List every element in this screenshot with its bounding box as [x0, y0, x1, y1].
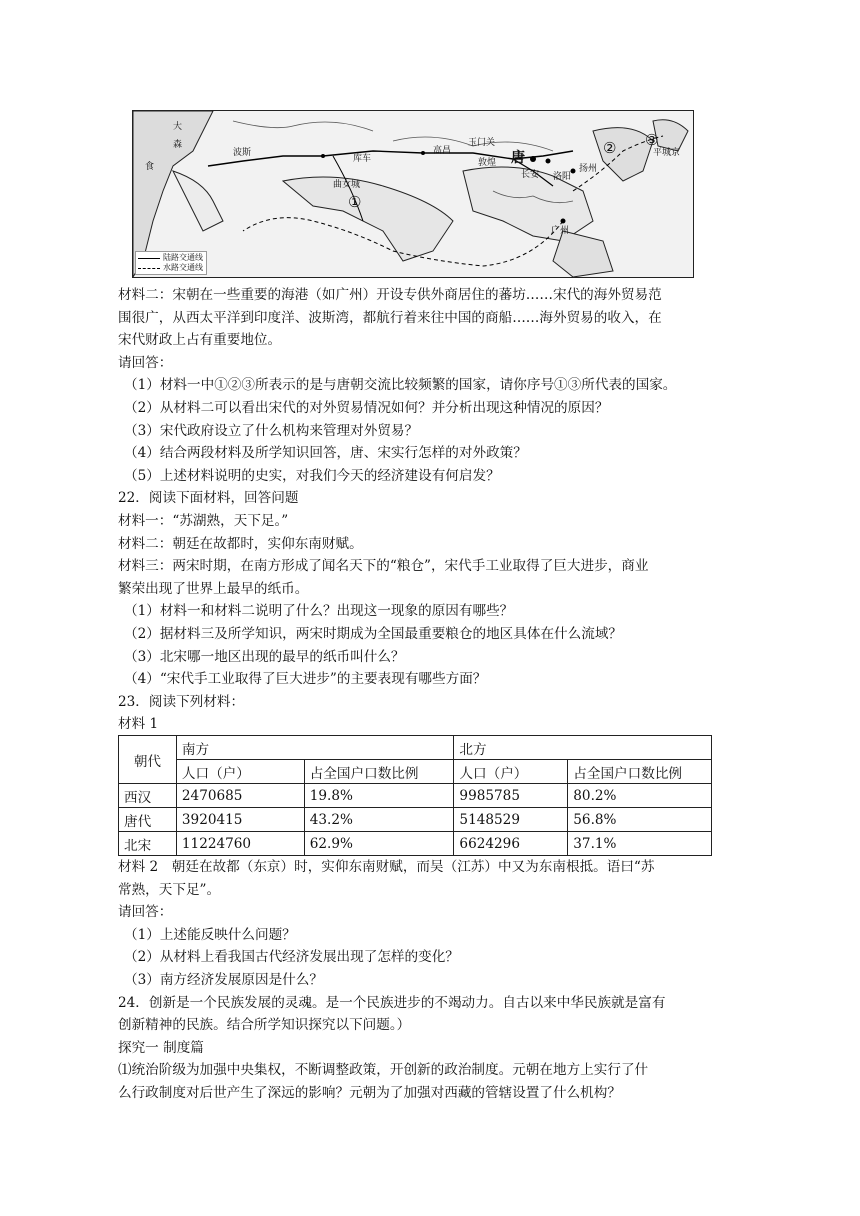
text-line: （5）上述材料说明的史实，对我们今天的经济建设有何启发？ [124, 467, 500, 484]
text-line: 24．创新是一个民族发展的灵魂。是一个民族进步的不竭动力。自古以来中华民族就是富有 [118, 994, 666, 1011]
tang-exchange-map [132, 110, 694, 278]
text-line: 宋代财政上占有重要地位。 [118, 332, 282, 349]
text-line: （2）从材料上看我国古代经济发展出现了怎样的变化？ [124, 949, 459, 966]
cell-south-ratio: 19.8% [304, 784, 454, 808]
question-text-block [118, 284, 738, 736]
table-subheader-row [119, 760, 712, 784]
text-line: 创新精神的民族。结合所学知识探究以下问题。） [118, 1017, 411, 1034]
cell-south-pop: 3920415 [176, 808, 304, 832]
text-line: （1）上述能反映什么问题？ [124, 926, 296, 943]
map-label-yumen: 玉门关 [468, 138, 496, 148]
text-line: 材料二：朝廷在故都时，实仰东南财赋。 [118, 535, 363, 552]
map-label-circle-2: ② [603, 139, 617, 157]
text-line: （4）“宋代手工业取得了巨大进步”的主要表现有哪些方面？ [124, 671, 487, 688]
header-dynasty: 朝代 [119, 736, 177, 784]
legend-sea [138, 263, 203, 273]
text-line: 材料三：两宋时期，在南方形成了闻名天下的“粮仓”，宋代手工业取得了巨大进步，商业 [118, 558, 649, 575]
text-line: （2）据材料三及所学知识，两宋时期成为全国最重要粮仓的地区具体在什么流域？ [124, 625, 623, 642]
map-drawing [133, 111, 693, 277]
header-south-pop: 人口（户） [176, 760, 304, 784]
map-label-dunhuang: 敦煌 [478, 158, 497, 168]
population-table [118, 735, 712, 856]
map-label-qunu: 曲女城 [333, 180, 361, 190]
cell-north-ratio: 80.2% [568, 784, 712, 808]
text-line: （2）从材料二可以看出宋代的对外贸易情况如何？并分析出现这种情况的原因？ [124, 399, 609, 416]
map-label-guangzhou: 广州 [551, 226, 570, 236]
text-line: 材料二：宋朝在一些重要的海港（如广州）开设专供外商居住的蕃坊……宋代的海外贸易范 [118, 287, 662, 303]
cell-dynasty: 唐代 [119, 808, 177, 832]
text-line: （3）宋代政府设立了什么机构来管理对外贸易？ [124, 422, 419, 439]
header-north-ratio: 占全国户口数比例 [568, 760, 712, 784]
header-north-pop: 人口（户） [454, 760, 568, 784]
map-label-circle-1: ① [348, 193, 362, 211]
cell-south-ratio: 43.2% [304, 808, 454, 832]
map-label-bosi: 波斯 [233, 148, 252, 158]
map-label-pingcheng: 平城京 [653, 148, 681, 158]
text-line: 请回答： [118, 904, 173, 921]
legend-solid-line [138, 258, 160, 259]
text-line: （3）北宋哪一地区出现的最早的纸币叫什么？ [124, 648, 405, 665]
cell-north-ratio: 56.8% [568, 808, 712, 832]
text-line: （1）材料一中①②③所表示的是与唐朝交流比较频繁的国家，请你序号①③所代表的国家。 [124, 377, 677, 394]
text-line: （1）材料一和材料二说明了什么？出现这一现象的原因有哪些？ [124, 603, 514, 620]
map-label-gaochang: 高昌 [433, 146, 452, 156]
map-label-kuqa: 库车 [353, 154, 372, 164]
table-header-row [119, 736, 712, 760]
text-line: 围很广，从西太平洋到印度洋、波斯湾，都航行着来往中国的商船……海外贸易的收入，在 [118, 309, 662, 326]
map-label-dashi: 大 [173, 122, 183, 132]
map-label-circle-3: ③ [645, 131, 659, 149]
text-line: 请回答： [118, 354, 173, 371]
cell-north-pop: 6624296 [454, 832, 568, 856]
cell-north-pop: 5148529 [454, 808, 568, 832]
cell-north-pop: 9985785 [454, 784, 568, 808]
table-row [119, 808, 712, 832]
header-south-ratio: 占全国户口数比例 [304, 760, 454, 784]
table-row [119, 832, 712, 856]
header-north: 北方 [454, 736, 712, 760]
text-line: 材料 1 [118, 716, 159, 733]
map-label-changan: 长安 [521, 170, 540, 180]
text-line: ⑴统治阶级为加强中央集权，不断调整政策，开创新的政治制度。元朝在地方上实行了什 [118, 1062, 649, 1079]
header-south: 南方 [176, 736, 454, 760]
cell-north-ratio: 37.1% [568, 832, 712, 856]
map-label-yangzhou: 扬州 [579, 164, 598, 174]
cell-south-pop: 11224760 [176, 832, 304, 856]
text-line: 繁荣出现了世界上最早的纸币。 [118, 580, 309, 597]
text-line: 材料 2 朝廷在故都（东京）时，实仰东南财赋，而吴（江苏）中又为东南根抵。语曰“苏 [118, 859, 655, 875]
text-line: 常熟，天下足”。 [118, 881, 221, 898]
map-label-tang: 唐 [511, 150, 525, 166]
map-label-shi: 食 [145, 162, 155, 172]
legend-sea-label: 水路交通线 [163, 263, 203, 272]
table-row [119, 784, 712, 808]
map-label-luoyang: 洛阳 [553, 172, 572, 182]
text-line: 探究一 制度篇 [118, 1039, 204, 1056]
map-legend [135, 251, 207, 275]
cell-dynasty: 北宋 [119, 832, 177, 856]
text-line: 么行政制度对后世产生了深远的影响？元朝为了加强对西藏的管辖设置了什么机构？ [118, 1084, 621, 1101]
legend-dashed-line [138, 268, 160, 269]
text-line: 材料一：“苏湖熟，天下足。” [118, 512, 289, 529]
cell-dynasty: 西汉 [119, 784, 177, 808]
text-line: （3）南方经济发展原因是什么？ [124, 971, 323, 988]
map-label-sen: 森 [173, 140, 183, 150]
cell-south-ratio: 62.9% [304, 832, 454, 856]
legend-land-label: 陆路交通线 [163, 253, 203, 262]
text-line: （4）结合两段材料及所学知识回答，唐、宋实行怎样的对外政策？ [124, 445, 527, 462]
question-text-block-2 [118, 856, 738, 1105]
text-line: 23．阅读下列材料： [118, 693, 245, 710]
cell-south-pop: 2470685 [176, 784, 304, 808]
text-line: 22．阅读下面材料，回答问题 [118, 490, 299, 507]
legend-land [138, 253, 203, 263]
